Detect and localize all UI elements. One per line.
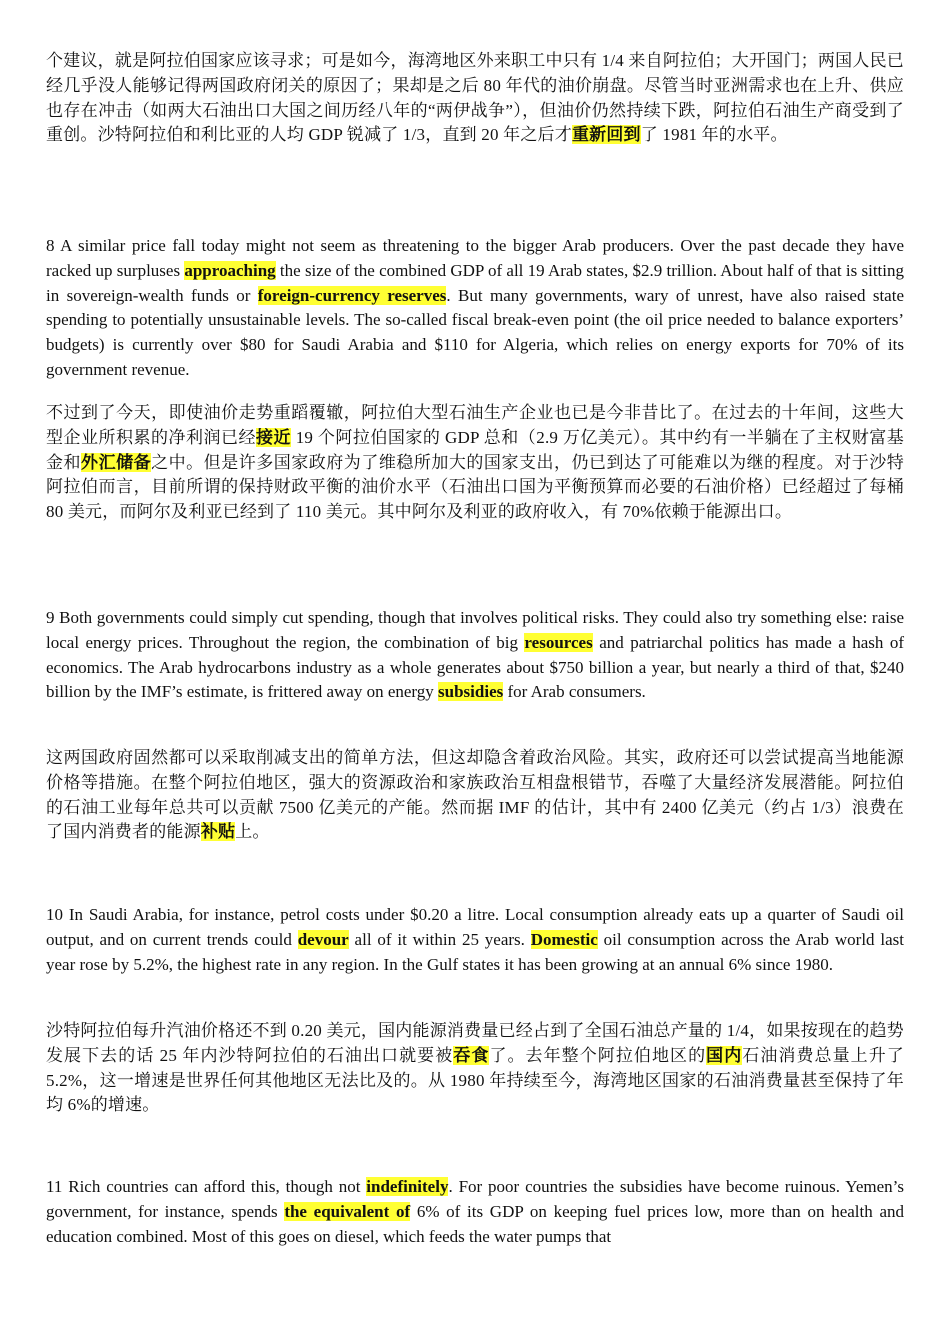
- text-run: and patriarchal politics has made a hash of economics. The Arab hydrocarbons industry as a whole generates about $750 billion a year, but nearly a third of that, $240 billion by the IMF’s estimate, is frittered away on energy: [46, 632, 904, 702]
- paragraph-zh-8: [46, 401, 904, 525]
- highlighted-term: resources: [524, 632, 593, 652]
- text-run: 个建议，就是阿拉伯国家应该寻求；可是如今，海湾地区外来职工中只有 1/4 来自阿拉伯；大开国门；两国人民已经几乎没人能够记得两国政府闭关的原因了；果却是之后 80 年代的油价崩盘。尽管当时亚洲需求也在上升、供应也存在冲击（如两大石油出口大国之间历经八年的“两伊战争”），但油价仍然持续下跌，阿拉伯石油生产商受到了重创。沙特阿拉伯和利比亚的人均 GDP 锐减了 1/3，直到 20 年之后才: [46, 51, 904, 145]
- highlighted-term: Domestic: [530, 929, 598, 949]
- text-run: oil consumption across the Arab world last year rose by 5.2%, the highest rate in any region. In the Gulf states it has been growing at an annual 6% since 1980.: [46, 929, 904, 974]
- highlighted-term: 接近: [255, 427, 291, 447]
- text-run: 19 个阿拉伯国家的 GDP 总和（2.9 万亿美元）。其中约有一半躺在了主权财富基金和: [46, 427, 904, 472]
- text-run: 9 Both governments could simply cut spending, though that involves political risks. They could also try something else: raise local energy prices. Throughout the region, the combination of big: [46, 608, 904, 652]
- paragraph-en-8: [46, 234, 904, 383]
- paragraph-en-10: [46, 903, 904, 977]
- text-run: 8 A similar price fall today might not seem as threatening to the bigger Arab producers. Over the past decade they have racked up surpluses: [46, 236, 904, 280]
- text-run: 6% of its GDP on keeping fuel prices low, more than on health and education combined. Most of this goes on diesel, which feeds the water pumps that: [46, 1201, 904, 1246]
- paragraph-zh-10: [46, 1019, 904, 1118]
- highlighted-term: 外汇储备: [81, 452, 152, 472]
- highlighted-term: approaching: [184, 260, 276, 280]
- highlighted-term: indefinitely: [366, 1177, 449, 1196]
- text-run: . But many governments, wary of unrest, have also raised state spending to potentially unsustainable levels. The so-called fiscal break-even point (the oil price needed to balance exporters’ budgets) is currently over $80 for Saudi Arabia and $110 for Algeria, which relies on energy exports for 70% of its government revenue.: [46, 285, 905, 379]
- paragraph-en-9: [46, 606, 904, 705]
- text-run: 10 In Saudi Arabia, for instance, petrol costs under $0.20 a litre. Local consumption already eats up a quarter of Saudi oil output, and on current trends could: [46, 905, 904, 949]
- text-run: for Arab consumers.: [503, 682, 646, 702]
- text-run: 上。: [235, 822, 270, 842]
- highlighted-term: 国内: [706, 1045, 743, 1065]
- highlighted-term: foreign-currency reserves: [257, 285, 447, 305]
- text-run: 这两国政府固然都可以采取削减支出的简单方法，但这却隐含着政治风险。其实，政府还可以尝试提高当地能源价格等措施。在整个阿拉伯地区，强大的资源政治和家族政治互相盘根错节，吞噬了大量经济发展潜能。阿拉伯的石油工业每年总共可以贡献 7500 亿美元的产能。然而据 IMF 的估计，其中有 2400 亿美元（约占 1/3）浪费在了国内消费者的能源: [46, 748, 904, 842]
- text-run: 不过到了今天，即使油价走势重蹈覆辙，阿拉伯大型石油生产企业也已是今非昔比了。在过去的十年间，这些大型企业所积累的净利润已经: [46, 403, 904, 447]
- text-run: all of it within 25 years.: [348, 929, 531, 949]
- highlighted-term: devour: [297, 929, 349, 949]
- highlighted-term: 补贴: [200, 822, 236, 842]
- text-run: 了 1981 年的水平。: [640, 125, 788, 145]
- text-run: 11 Rich countries can afford this, though not: [46, 1177, 367, 1196]
- highlighted-term: 吞食: [453, 1045, 490, 1065]
- text-run: . For poor countries the subsidies have become ruinous. Yemen’s government, for instance, spends: [46, 1177, 904, 1221]
- text-run: 了。去年整个阿拉伯地区的: [489, 1045, 707, 1065]
- text-run: 石油消费总量上升了 5.2%，这一增速是世界任何其他地区无法比及的。从 1980 年持续至今，海湾地区国家的石油消费量甚至保持了年均 6%的增速。: [46, 1045, 904, 1115]
- highlighted-term: the equivalent of: [284, 1201, 411, 1221]
- text-run: 之中。但是许多国家政府为了维稳所加大的国家支出，仍已到达了可能难以为继的程度。对于沙特阿拉伯而言，目前所谓的保持财政平衡的油价水平（石油出口国为平衡预算而必要的石油价格）已经超过了每桶 80 美元，而阿尔及利亚已经到了 110 美元。其中阿尔及利亚的政府收入，有 70%依赖于能源出口。: [46, 452, 904, 522]
- paragraph-en-11: [46, 1175, 904, 1249]
- paragraph-zh-9: [46, 746, 904, 845]
- text-run: the size of the combined GDP of all 19 Arab states, $2.9 trillion. About half of that is sitting in sovereign-wealth funds or: [46, 260, 905, 305]
- paragraph-zh-7-tail: [46, 49, 904, 148]
- highlighted-term: 重新回到: [571, 125, 641, 145]
- highlighted-term: subsidies: [438, 682, 504, 702]
- text-run: 沙特阿拉伯每升汽油价格还不到 0.20 美元，国内能源消费量已经占到了全国石油总产量的 1/4，如果按现在的趋势发展下去的话 25 年内沙特阿拉伯的石油出口就要被: [46, 1021, 904, 1065]
